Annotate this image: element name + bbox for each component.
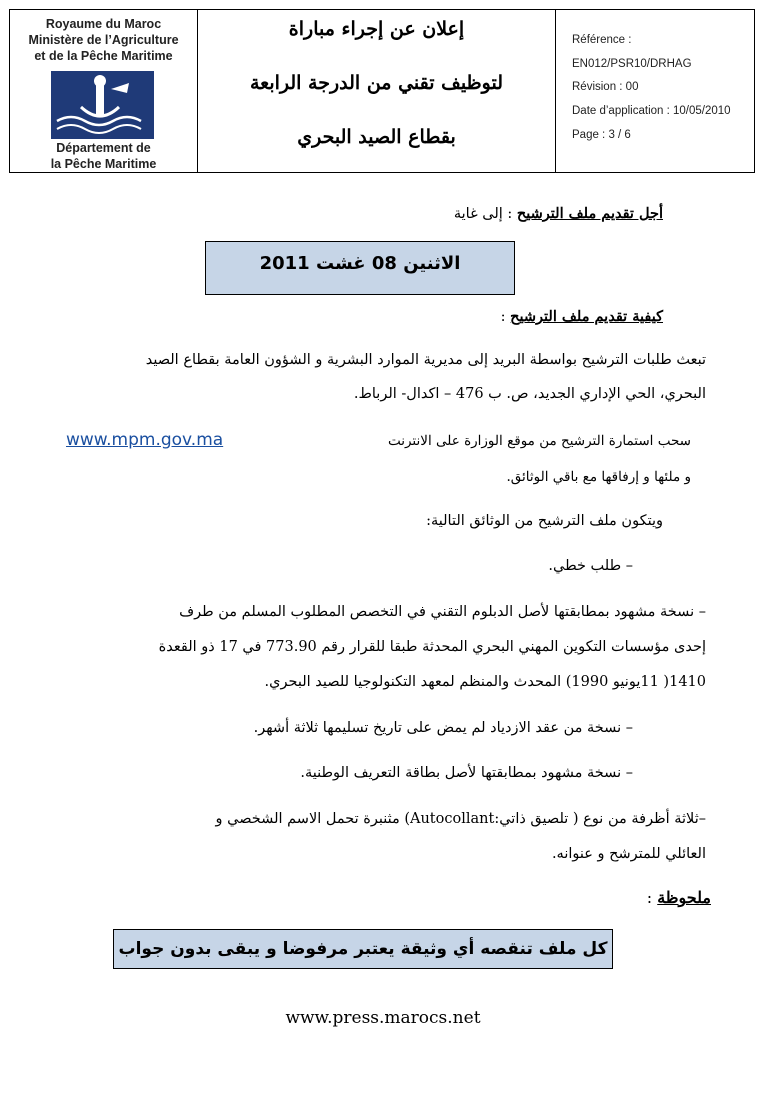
deadline-label: أجل تقديم ملف الترشيح (516, 205, 663, 222)
footer-website: www.press.marocs.net (285, 1008, 481, 1028)
document-item-4: – نسخة مشهود بمطابقتها لأصل بطاقة التعريف الوطنية. (300, 765, 633, 781)
deadline-heading (454, 205, 663, 222)
dept-line-1: Département de (56, 141, 151, 155)
dept-line-2: la Pêche Maritime (50, 157, 157, 171)
deadline-date: الاثنين 08 غشت 2011 (259, 253, 461, 274)
org-line-2: Ministère de l’Agriculture (28, 33, 179, 47)
download-instruction-line-2: و ملئها و إرفاقها مع باقي الوثائق. (506, 469, 691, 485)
title-line-1: إعلان عن إجراء مباراة (288, 18, 465, 40)
how-heading-suffix: : (500, 309, 511, 325)
org-line-1: Royaume du Maroc (45, 17, 162, 31)
note-box (113, 929, 613, 969)
application-date: Date d’application : 10/05/2010 (572, 105, 731, 117)
title-line-2: لتوظيف تقني من الدرجة الرابعة (249, 72, 504, 94)
how-heading-label: كيفية تقديم ملف الترشيح (510, 308, 663, 325)
page-number: Page : 3 / 6 (572, 129, 631, 141)
deadline-suffix: : إلى غاية (453, 206, 517, 222)
document-header (9, 9, 755, 173)
document-item-5-line-2: العائلي للمترشح و عنوانه. (551, 846, 706, 862)
ministry-website-link[interactable]: www.mpm.gov.ma (66, 430, 224, 450)
document-item-2-line-3: 1410( 11يونيو 1990) المحدث والمنظم لمعهد التكنولوجيا للصيد البحري. (264, 674, 706, 690)
documents-intro: ويتكون ملف الترشيح من الوثائق التالية: (426, 513, 663, 529)
download-instruction: سحب استمارة الترشيح من موقع الوزارة على الانترنت (387, 433, 691, 449)
reference-cell (556, 10, 754, 172)
ministry-logo (51, 71, 154, 139)
announcement-title-cell (198, 10, 556, 172)
note-heading (647, 888, 711, 907)
org-line-3: et de la Pêche Maritime (34, 49, 173, 63)
note-suffix: : (646, 888, 658, 907)
deadline-date-box (205, 241, 515, 295)
note-text: كل ملف تنقصه أي وثيقة يعتبر مرفوضا و يبقى بدون جواب (118, 939, 608, 959)
reference-value: EN012/PSR10/DRHAG (572, 58, 692, 70)
note-label: ملحوظة (657, 888, 711, 907)
document-item-2-line-1: – نسخة مشهود بمطابقتها لأصل الدبلوم التقني في التخصص المطلوب المسلم من طرف (179, 604, 706, 620)
ministry-name (10, 16, 197, 64)
document-item-5-line-1: –ثلاثة أظرفة من نوع ( تلصيق ذاتي:Autocollant) مثنبرة تحمل الاسم الشخصي و (215, 811, 706, 827)
mail-instruction-line-1: تبعث طلبات الترشيح بواسطة البريد إلى مديرية الموارد البشرية و الشؤون العامة بقطاع الصيد (145, 352, 706, 368)
title-line-3: بقطاع الصيد البحري (297, 126, 456, 148)
document-item-3: – نسخة من عقد الازدياد لم يمض على تاريخ تسليمها ثلاثة أشهر. (253, 720, 633, 736)
document-item-1: – طلب خطي. (548, 558, 633, 574)
mail-instruction-line-2: البحري، الحي الإداري الجديد، ص. ب 476 – اكدال- الرباط. (353, 386, 706, 402)
reference-label: Référence : (572, 34, 632, 46)
how-heading (501, 308, 663, 325)
organization-cell (10, 10, 198, 172)
document-item-2-line-2: إحدى مؤسسات التكوين المهني البحري المحدثة طبقا للقرار رقم 773.90 في 17 ذو القعدة (158, 639, 706, 655)
department-name (10, 140, 197, 172)
revision-label: Révision : 00 (572, 81, 639, 93)
